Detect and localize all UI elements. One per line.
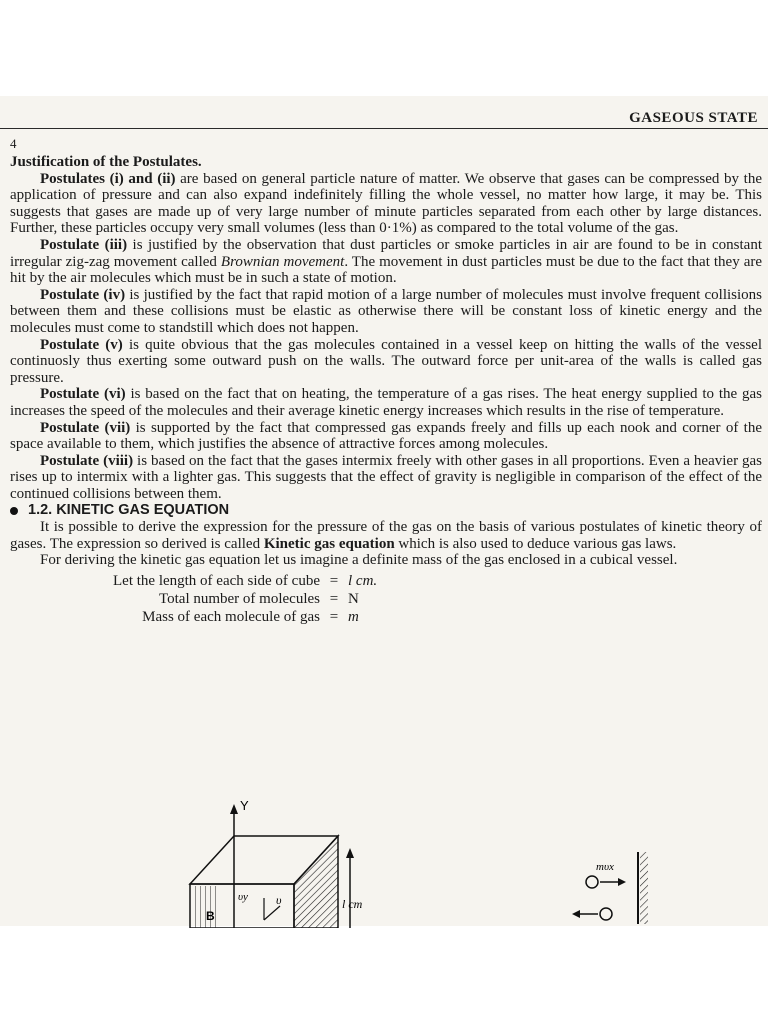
molecule-icon [586,876,598,888]
paragraph-cubical-vessel: For deriving the kinetic gas equation let us imagine a definite mass of the gas enclosed in a cubical vessel. [40,552,678,569]
wall-hatch [640,852,648,924]
paragraph-postulate-v [10,337,762,387]
definition-label: Total number of molecules [159,590,320,607]
paragraph-text: are based on general particle nature of matter. We observe that gases can be compressed by the application of pressure and can also expand indefinitely filling the whole vessel, no matter how large, it may be. This suggests that gases are made up of very large number of minute particles separated from each other by large distances. Further, these particles occupy very small volumes (less than 0·1%) as compared to the total volume of the gas. [10,170,762,237]
equals-sign: = [329,590,339,607]
postulate-label: Postulate (v) [40,336,123,353]
definition-label: Let the length of each side of cube [113,572,320,589]
paragraph-text: . The movement in dust particles must be due to the fact that they are hit by the air molecules which must be in such a state of motion. [10,253,763,287]
definition-value: m [348,608,359,625]
postulate-label: Postulate (iii) [40,236,128,253]
postulate-label: Postulate (viii) [40,452,134,469]
face-b-label: B [206,909,215,923]
running-head: GASEOUS STATE [629,110,758,126]
definition-label: Mass of each molecule of gas [142,608,320,625]
paragraph-text: is justified by the fact that rapid motion of a large number of molecules must involve frequent collisions between them and these collisions must be elastic as otherwise there will be constant loss of kinetic energy and the molecules must come to standstill which does not happen. [10,286,762,336]
cube-side-face [294,836,338,928]
section-heading [10,502,762,519]
paragraph-postulate-vii [10,420,762,453]
paragraph-text: is justified by the observation that dust particles or smoke particles in air are found to be in constant irregular zig-zag movement called [10,236,762,270]
paragraph-postulates-i-ii [10,171,762,237]
paragraph-postulate-iii [10,237,762,287]
paragraph-postulate-vi [10,386,762,419]
length-arrow-icon [346,848,354,858]
velocity-uy-label: υy [238,891,248,903]
postulate-label: Postulate (vii) [40,419,131,436]
paragraph-text: is supported by the fact that compressed gas expands freely and fills up each nook and corner of the space available to them, which justifies the absence of attractive forces among molecules. [10,419,763,453]
y-axis-label: Y [240,800,249,813]
definition-value: N [348,590,359,607]
justification-title: Justification of the Postulates. [10,154,202,170]
definitions-table [10,573,762,627]
kinetic-gas-equation-term: Kinetic gas equation [263,535,395,552]
header-rule [0,128,768,129]
paragraph-kinetic-intro [10,519,762,552]
arrow-right-icon [618,878,626,886]
section-heading-text: 1.2. KINETIC GAS EQUATION [28,502,230,519]
paragraph-text: is quite obvious that the gas molecules contained in a vessel keep on hitting the walls of the vessel continuosly thus exerting some outward push on the walls. The outward force per unit-area of the walls is called gas pressure. [10,336,762,386]
paragraph-text: is based on the fact that the gases intermix freely with other gases in all proportions. Even a heavier gas rises up to intermix with a lighter gas. This suggests that the effect of gravity is negligible in comparison of the effect of the continued collisions between them. [10,452,762,502]
equals-sign: = [329,572,339,589]
postulate-label: Postulate (vi) [40,386,126,403]
postulate-label: Postulates (i) and (ii) [40,170,176,187]
definition-row [10,573,762,591]
paragraph-text: which is also used to deduce various gas laws. [394,535,677,552]
definition-row [10,591,762,609]
bullet-icon [10,507,18,515]
definition-row [10,609,762,627]
body-text [10,154,762,627]
arrow-left-icon [572,910,580,918]
brownian-term: Brownian movement [220,253,345,270]
velocity-u-label: υ [276,893,282,907]
molecule-icon [600,908,612,920]
equals-sign: = [329,608,339,625]
cube-diagram [160,800,760,928]
y-axis-arrow-icon [230,804,238,814]
paragraph-text: is based on the fact that on heating, the temperature of a gas rises. The heat energy supplied to the gas increases the speed of the molecules and their average kinetic energy increases which results in the rise of temperature. [10,386,762,419]
length-label: l cm [342,897,363,911]
page-number: 4 [10,136,17,151]
momentum-label: mυx [596,861,614,873]
postulate-label: Postulate (iv) [40,286,126,303]
velocity-diagonal [264,906,280,920]
paragraph-postulate-iv [10,287,762,337]
paragraph-text: It is possible to derive the expression for the pressure of the gas on the basis of various postulates of kinetic theory of gases. The expression so derived is called [10,519,762,552]
definition-value: l cm. [348,572,378,589]
paragraph-postulate-viii [10,453,762,503]
